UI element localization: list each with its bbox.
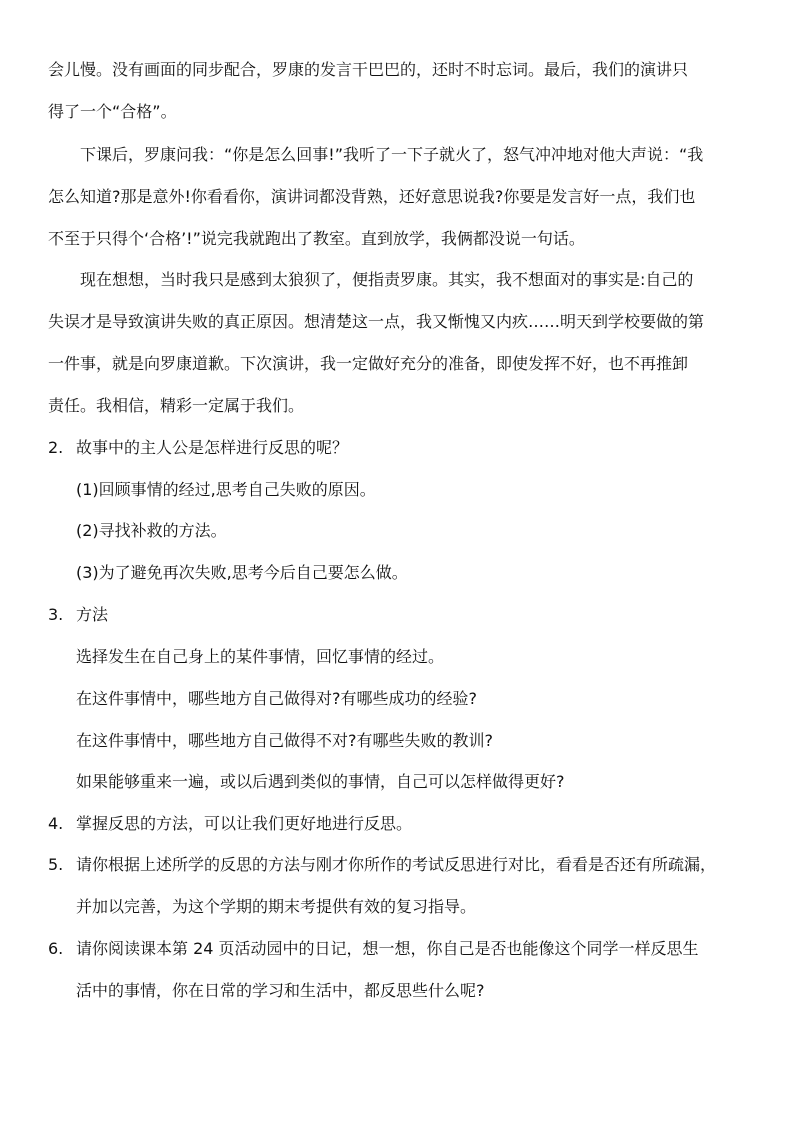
story-p3-line-4: 责任。我相信，精彩一定属于我们。 bbox=[48, 396, 305, 415]
q3-step-1: 选择发生在自己身上的某件事情，回忆事情的经过。 bbox=[76, 647, 445, 666]
q4-text: 掌握反思的方法，可以让我们更好地进行反思。 bbox=[76, 814, 413, 833]
q3-number: 3. bbox=[48, 605, 64, 624]
q6-line-2: 活中的事情，你在日常的学习和生活中，都反思些什么呢? bbox=[76, 981, 485, 1000]
q5-line-2: 并加以完善，为这个学期的期末考提供有效的复习指导。 bbox=[76, 897, 477, 916]
story-p1-line-2: 得了一个“合格”。 bbox=[48, 102, 177, 121]
q3-step-2: 在这件事情中，哪些地方自己做得对?有哪些成功的经验? bbox=[76, 689, 477, 708]
q6-line-1: 请你阅读课本第 24 页活动园中的日记，想一想，你自己是否也能像这个同学一样反思生 bbox=[76, 939, 699, 958]
q2-step-2: (2)寻找补救的方法。 bbox=[76, 521, 227, 540]
q6-number: 6. bbox=[48, 939, 64, 958]
q3-step-3: 在这件事情中，哪些地方自己做得不对?有哪些失败的教训? bbox=[76, 731, 493, 750]
q5-number: 5. bbox=[48, 855, 64, 874]
q2-step-1: (1)回顾事情的经过,思考自己失败的原因。 bbox=[76, 480, 376, 499]
story-p3-line-2: 失误才是导致演讲失败的真正原因。想清楚这一点，我又惭愧又内疚……明天到学校要做的第 bbox=[48, 312, 705, 331]
q2-step-3: (3)为了避免再次失败,思考今后自己要怎么做。 bbox=[76, 563, 408, 582]
story-p3-line-3: 一件事，就是向罗康道歉。下次演讲，我一定做好充分的准备，即使发挥不好，也不再推卸 bbox=[48, 354, 689, 373]
q3-step-4: 如果能够重来一遍，或以后遇到类似的事情，自己可以怎样做得更好? bbox=[76, 772, 565, 791]
q4-number: 4. bbox=[48, 814, 64, 833]
story-p2-line-2: 怎么知道?那是意外!你看看你，演讲词都没背熟，还好意思说我?你要是发言好一点，我们也 bbox=[48, 187, 696, 206]
story-p1-line-1: 会儿慢。没有画面的同步配合，罗康的发言干巴巴的，还时不时忘词。最后，我们的演讲只 bbox=[48, 60, 689, 79]
story-p2-line-1: 下课后，罗康问我：“你是怎么回事!”我听了一下子就火了，怒气冲冲地对他大声说：“我 bbox=[80, 145, 704, 164]
story-p3-line-1: 现在想想，当时我只是感到太狼狈了，便指责罗康。其实，我不想面对的事实是:自己的 bbox=[80, 270, 694, 289]
q2-text: 故事中的主人公是怎样进行反思的呢？ bbox=[76, 438, 349, 457]
q3-text: 方法 bbox=[76, 605, 109, 624]
q2-number: 2. bbox=[48, 438, 64, 457]
story-p2-line-3: 不至于只得个‘合格’!”说完我就跑出了教室。直到放学，我俩都没说一句话。 bbox=[48, 229, 585, 248]
q5-line-1: 请你根据上述所学的反思的方法与刚才你所作的考试反思进行对比，看看是否还有所疏漏， bbox=[76, 855, 717, 874]
